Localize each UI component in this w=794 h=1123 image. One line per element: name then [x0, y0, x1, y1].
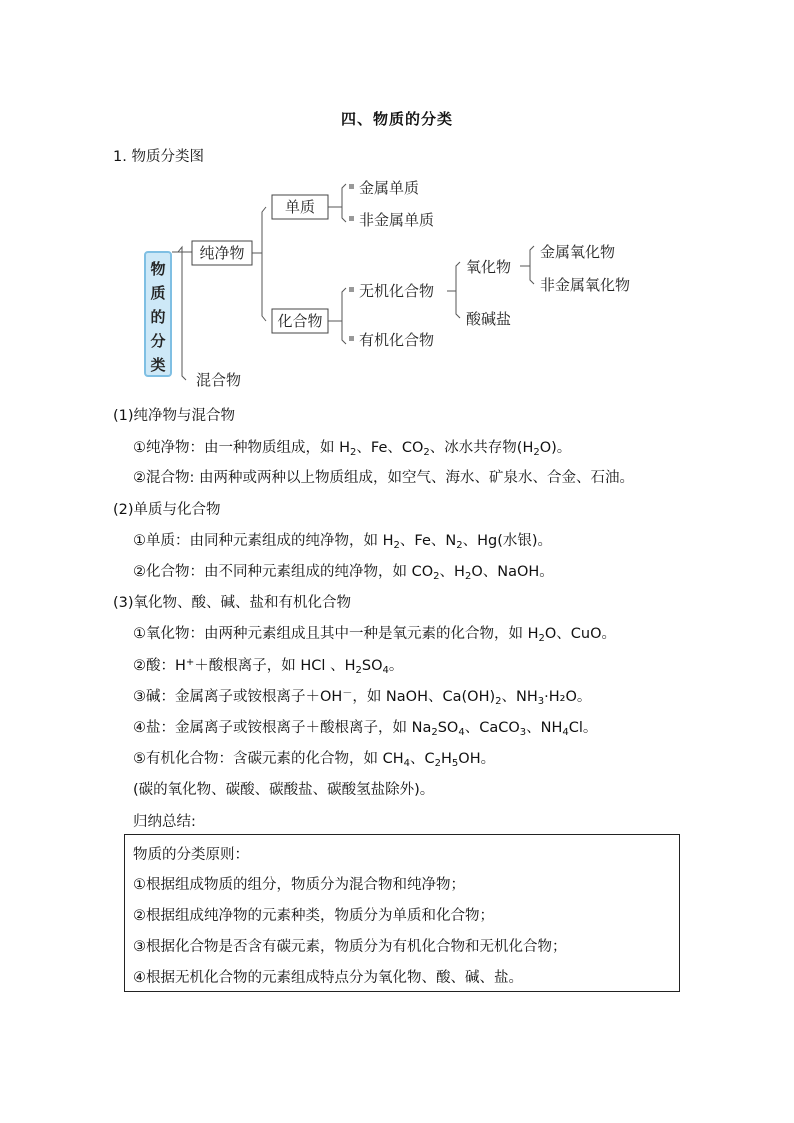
- base-definition: ③碱：金属离子或铵根离子＋OH－，如 NaOH、$Ca(OH)_2$、$NH_3\cdot H_2O$。: [133, 688, 592, 707]
- page-title: 四、物质的分类: [340, 110, 453, 128]
- bracket-inorganic: [456, 262, 460, 318]
- subsection-oxide-acid-base-salt: (3)氧化物、酸、碱、盐和有机化合物: [113, 595, 352, 611]
- mixture-definition: ②混合物: 由两种或两种以上物质组成，如空气、海水、矿泉水、合金、石油。: [133, 470, 634, 486]
- bullet-metal-element: [349, 184, 354, 189]
- organic-exception-note: (碳的氧化物、碳酸、碳酸盐、碳酸氢盐除外)。: [133, 782, 435, 798]
- acid-base-salt-label: 酸碱盐: [466, 310, 512, 328]
- summary-line-2: ②根据组成纯净物的元素种类，物质分为单质和化合物；: [133, 908, 494, 924]
- summary-line-1: ①根据组成物质的组分，物质分为混合物和纯净物；: [133, 877, 465, 893]
- pure-label: 纯净物: [199, 244, 245, 262]
- bracket-compound: [342, 288, 346, 344]
- oxide-label: 氧化物: [466, 258, 512, 276]
- root-char-3: 的: [150, 308, 166, 326]
- classification-diagram: [0, 0, 794, 400]
- pure-substance-definition: ①纯净物：由一种物质组成，如 $H_2$、Fe、$CO_2$、冰水共存物$(H_2O)$。: [133, 440, 572, 458]
- summary-line-3: ③根据化合物是否含有碳元素，物质分为有机化合物和无机化合物；: [133, 939, 567, 955]
- bracket-element: [342, 184, 346, 222]
- summary-label: 归纳总结:: [133, 814, 196, 830]
- inorganic-label: 无机化合物: [359, 282, 435, 300]
- bracket-root: [178, 247, 186, 380]
- bullet-inorganic: [349, 287, 354, 292]
- root-char-2: 质: [150, 284, 166, 302]
- subsection-pure-mixture: (1)纯净物与混合物: [113, 408, 236, 424]
- element-label: 单质: [284, 198, 316, 216]
- summary-line-4: ④根据无机化合物的元素组成特点分为氧化物、酸、碱、盐。: [133, 970, 523, 986]
- bullet-nonmetal-element: [349, 216, 354, 221]
- subsection-element-compound: (2)单质与化合物: [113, 502, 221, 518]
- organic-compound-definition: ⑤有机化合物：含碳元素的化合物，如 $CH_4$、$C_2H_5OH$。: [133, 751, 496, 769]
- bracket-oxide: [530, 246, 534, 284]
- root-char-5: 类: [150, 356, 166, 374]
- salt-definition: ④盐：金属离子或铵根离子＋酸根离子，如 $Na_2SO_4$、CaCO$_3$、$NH_4Cl$。: [133, 720, 598, 738]
- organic-label: 有机化合物: [359, 331, 435, 349]
- root-char-1: 物: [150, 260, 166, 278]
- root-char-4: 分: [150, 332, 166, 350]
- section-heading-classification-chart: 1. 物质分类图: [113, 149, 204, 165]
- nonmetal-oxide-label: 非金属氧化物: [540, 276, 631, 294]
- acid-definition: ②酸：H+＋酸根离子，如 HCl 、$H_2SO_4$。: [133, 657, 404, 676]
- bullet-organic: [349, 336, 354, 341]
- element-definition: ①单质：由同种元素组成的纯净物，如 $H_2$、Fe、$N_2$、Hg(水银)。: [133, 533, 553, 551]
- compound-definition: ②化合物：由不同种元素组成的纯净物，如 $CO_2$、$H_2O$、NaOH。: [133, 564, 554, 582]
- bracket-pure: [262, 207, 266, 321]
- compound-label: 化合物: [277, 312, 323, 330]
- metal-element-label: 金属单质: [359, 179, 420, 197]
- oxide-definition: ①氧化物：由两种元素组成且其中一种是氧元素的化合物，如 $H_2O$、CuO。: [133, 626, 617, 644]
- summary-box: [124, 834, 680, 992]
- mixture-label: 混合物: [196, 371, 242, 389]
- metal-oxide-label: 金属氧化物: [540, 243, 616, 261]
- nonmetal-element-label: 非金属单质: [359, 211, 435, 229]
- summary-line-principle: 物质的分类原则：: [133, 847, 249, 863]
